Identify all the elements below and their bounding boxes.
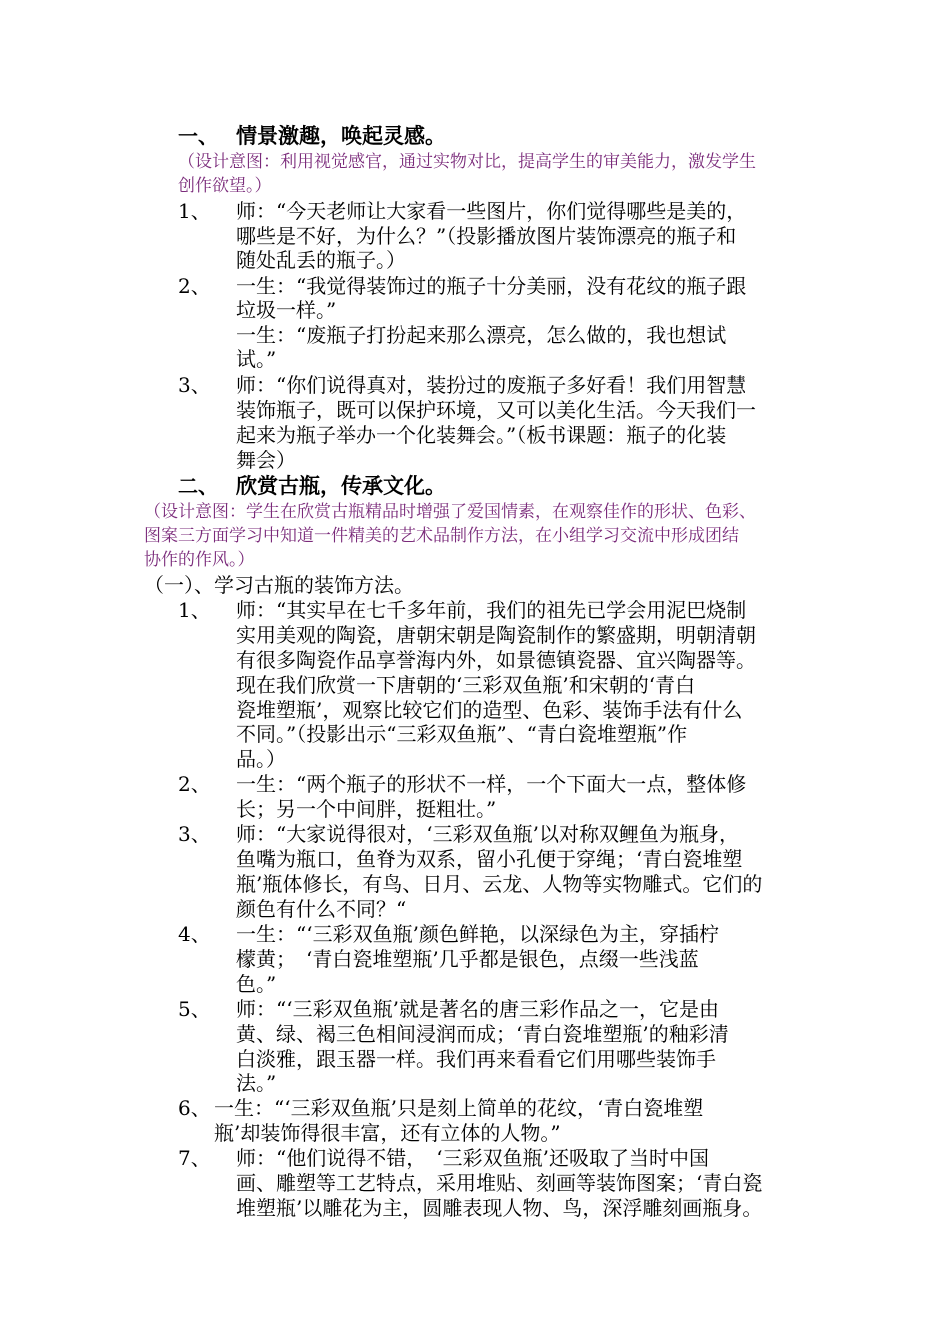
section2-heading: 欣赏古瓶，传承文化。 [236,473,446,498]
list-item-text: 檬黄； ‘青白瓷堆塑瓶’几乎都是银色，点缀一些浅蓝 [236,947,699,971]
list-item-text: 师：“他们说得不错， ‘三彩双鱼瓶’还吸取了当时中国 [236,1146,709,1170]
list-item-text: 瓷堆塑瓶’，观察比较它们的造型、色彩、装饰手法有什么 [236,698,743,722]
list-item-number: 7、 [178,1146,211,1170]
list-item-number: 1、 [178,199,211,223]
list-item-number: 2、 [178,274,211,298]
list-item-text: 现在我们欣赏一下唐朝的‘三彩双鱼瓶’和宋朝的‘青白 [236,673,696,697]
subsection-heading: （一）、学习古瓶的装饰方法。 [144,573,414,597]
list-item-text: 起来为瓶子举办一个化装舞会。”（板书课题：瓶子的化装 [236,423,727,447]
section1-heading: 情景激趣，唤起灵感。 [236,123,446,148]
list-item-text: 师：“其实早在七千多年前，我们的祖先已学会用泥巴烧制 [236,598,747,622]
list-item-number: 1、 [178,598,211,622]
list-item-text: 实用美观的陶瓷，唐朝宋朝是陶瓷制作的繁盛期，明朝清朝 [236,623,756,647]
section1-number: 一、 [178,124,218,148]
list-item-text: 品。） [236,747,286,771]
list-item-text: 一生：“废瓶子打扮起来那么漂亮，怎么做的，我也想试 [236,323,727,347]
list-item-number: 3、 [178,373,211,397]
list-item-text: 白淡雅，跟玉器一样。我们再来看看它们用哪些装饰手 [236,1047,716,1071]
section2-design-note: 协作的作风。） [144,550,255,570]
list-item-text: 一生：“我觉得装饰过的瓶子十分美丽，没有花纹的瓶子跟 [236,274,747,298]
list-item-number: 5、 [178,997,211,1021]
list-item-text: 鱼嘴为瓶口，鱼脊为双系，留小孔便于穿绳；‘青白瓷堆塑 [236,847,743,871]
list-item-text: 不同。”（投影出示“三彩双鱼瓶”、“青白瓷堆塑瓶”作 [236,722,688,746]
list-item-text: 瓶’却装饰得很丰富，还有立体的人物。” [214,1121,561,1145]
list-item-text: 师：“‘三彩双鱼瓶’就是著名的唐三彩作品之一，它是由 [236,997,719,1021]
section2-design-note: （设计意图：学生在欣赏古瓶精品时增强了爱国情素，在观察佳作的形状、色彩、 [144,502,756,522]
list-item-text: 垃圾一样。” [236,298,337,322]
list-item-text: 师：“你们说得真对，装扮过的废瓶子多好看！我们用智慧 [236,373,747,397]
section1-design-note: （设计意图：利用视觉感官，通过实物对比，提高学生的审美能力，激发学生 [178,152,756,172]
list-item-number: 2、 [178,772,211,796]
list-item-text: 有很多陶瓷作品享誉海内外，如景德镇瓷器、宜兴陶器等。 [236,648,756,672]
list-item-text: 师：“今天老师让大家看一些图片，你们觉得哪些是美的， [236,199,747,223]
list-item-text: 试。” [236,347,277,371]
list-item-number: 4、 [178,922,211,946]
list-item-text: 一生：“‘三彩双鱼瓶’只是刻上简单的花纹，‘青白瓷堆塑 [214,1096,704,1120]
list-item-text: 一生：“‘三彩双鱼瓶’颜色鲜艳，以深绿色为主，穿插柠 [236,922,719,946]
list-item-text: 黄、绿、褐三色相间浸润而成；‘青白瓷堆塑瓶’的釉彩清 [236,1022,729,1046]
list-item-number: 6、 [178,1096,211,1120]
list-item-text: 颜色有什么不同？“ [236,897,407,921]
list-item-number: 3、 [178,822,211,846]
section2-number: 二、 [178,474,218,498]
list-item-text: 师：“大家说得很对，‘三彩双鱼瓶’以对称双鲤鱼为瓶身， [236,822,739,846]
section2-design-note: 图案三方面学习中知道一件精美的艺术品制作方法，在小组学习交流中形成团结 [144,526,739,546]
list-item-text: 一生：“两个瓶子的形状不一样，一个下面大一点，整体修 [236,772,747,796]
list-item-text: 堆塑瓶’以雕花为主，圆雕表现人物、鸟，深浮雕刻画瓶身。 [236,1196,763,1220]
list-item-text: 舞会） [236,448,296,472]
list-item-text: 长；另一个中间胖，挺粗壮。” [236,797,497,821]
list-item-text: 随处乱丢的瓶子。） [236,248,406,272]
section1-design-note: 创作欲望。） [178,176,272,196]
list-item-text: 画、雕塑等工艺特点，采用堆贴、刻画等装饰图案；‘青白瓷 [236,1171,763,1195]
list-item-text: 色。” [236,972,277,996]
list-item-text: 装饰瓶子，既可以保护环境，又可以美化生活。今天我们一 [236,398,756,422]
list-item-text: 哪些是不好，为什么？”（投影播放图片装饰漂亮的瓶子和 [236,224,737,248]
list-item-text: 瓶’瓶体修长，有鸟、日月、云龙、人物等实物雕式。它们的 [236,872,763,896]
list-item-text: 法。” [236,1071,277,1095]
